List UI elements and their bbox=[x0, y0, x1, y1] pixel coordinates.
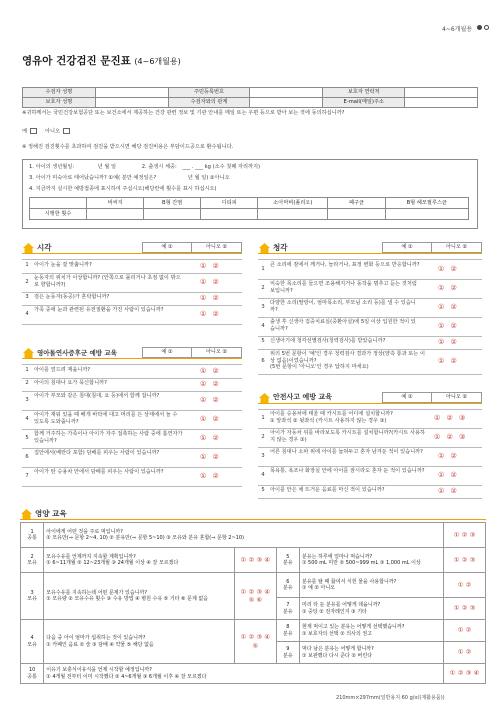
vacc-count-polio[interactable] bbox=[258, 209, 328, 220]
nut-q5: 분유는 하루에 얼마나 먹습니까? ① 500 mL 미만 ② 500~999 mL ③ 1,000 mL 이상 bbox=[299, 548, 443, 573]
nut-q8-answer[interactable]: ① ② bbox=[444, 620, 486, 642]
vacc-header-pneumo: 폐구균 bbox=[328, 198, 385, 209]
birthdate-label: 1. 아이의 생년월일: bbox=[29, 164, 75, 170]
personal-info-table bbox=[22, 87, 478, 108]
sids-q4-answer[interactable]: ① ② bbox=[200, 415, 221, 423]
safety-q1: 1 아이를 승용차에 태울 때 카시트를 어디에 설치합니까? ① 앞좌석 ② 뒷좌석 (카시트 사용하지 않는 경우 ③) ① ② ③ bbox=[261, 411, 468, 424]
consent-no-checkbox[interactable] bbox=[63, 128, 70, 134]
answer-key-no: 아니오 ② bbox=[445, 244, 468, 251]
birth-weight-unit: kg (소수 첫째 자리까지) bbox=[204, 164, 261, 170]
label-examinee-name: 수검자 성명 bbox=[23, 88, 96, 98]
vision-q4: 4 가족 중에 눈과 관련된 유전질환을 가진 사람이 있습니까? ① ② bbox=[25, 307, 221, 318]
nut-q4-answer[interactable]: ① ② ③ ④ ⑤ bbox=[234, 620, 276, 664]
sids-q4: 4 아이가 재워 있을 때 베개 바닥에 대고 머리를 든 상태에서 놀 수 있도록 도와줍니까? ① ② bbox=[25, 412, 221, 425]
email-field[interactable] bbox=[405, 98, 478, 108]
sids-q2: 2 아이의 침대나 요가 푹신합니까? ① ② bbox=[25, 380, 221, 388]
nut-q10-num: 10 공통 bbox=[21, 664, 44, 684]
nut-q6-num: 6 분유 bbox=[276, 573, 299, 598]
label-guardian-contact: 보호자 연락처 bbox=[323, 88, 405, 98]
premature-line bbox=[29, 175, 230, 182]
consent-options bbox=[22, 128, 73, 135]
hearing-q2: 2 익숙한 목소리를 들으면 조용해지거나 동작을 멈추고 듣는 것처럼 보입니까? ① ② bbox=[261, 281, 459, 294]
vacc-header-hepb: B형 간염 bbox=[144, 198, 201, 209]
nut-q7: 미리 타 둔 분유를 어떻게 데웁니까? ① 중탕 ② 전자레인지 ③ 기타 bbox=[299, 598, 443, 620]
vacc-count-hib[interactable] bbox=[385, 209, 468, 220]
dot-filled-icon bbox=[477, 25, 482, 30]
nut-q8: 현재 먹이고 있는 분유는 어떻게 선택했습니까? ① 보호자의 선택 ② 의사의 권고 bbox=[299, 620, 443, 642]
sids-q3: 3 아이가 부모와 같은 침대(침대, 요 등)에서 함께 잡니까? ① ② bbox=[25, 393, 221, 404]
vaccination-table bbox=[29, 197, 469, 220]
hearing-q3-answer[interactable]: ① ② bbox=[438, 303, 459, 311]
sids-answer-key bbox=[142, 347, 242, 358]
house-icon bbox=[258, 242, 271, 254]
safety-section bbox=[258, 392, 482, 495]
sids-q7-answer[interactable]: ① ② bbox=[200, 472, 221, 480]
vision-q3: 3 검은 눈동자(동공)가 혼탁합니까? ① ② bbox=[25, 294, 221, 302]
consent-no-label: 아니오 bbox=[44, 128, 61, 135]
sids-q1-answer[interactable]: ① ② bbox=[200, 367, 221, 375]
sids-q6-answer[interactable]: ① ② bbox=[200, 453, 221, 461]
vacc-header-bcg: 비씨지 bbox=[87, 198, 144, 209]
title-sub: (4~6개월용) bbox=[134, 57, 181, 66]
vacc-header-dtp: 디티피 bbox=[201, 198, 258, 209]
nut-q7-answer[interactable]: ① ② ③ bbox=[444, 598, 486, 620]
vision-section bbox=[22, 242, 242, 318]
sids-q7: 7 아이가 탄 승용차 안에서 담배를 피우는 사람이 있습니까? ① ② bbox=[25, 469, 221, 480]
house-icon bbox=[258, 392, 271, 404]
birth-weight-label: 2. 출생시 체중: bbox=[141, 164, 177, 170]
page-dots bbox=[477, 25, 493, 33]
nut-q3-num: 3 모유 bbox=[21, 573, 44, 620]
label-resident-number: 주민등록번호 bbox=[168, 88, 250, 98]
nut-q1: 아이에게 어떤 것을 주로 먹입니까? ① 모유만(⇒ 문항 2~4, 10) ② 분유만(⇒ 문항 5~10) ③ 모유와 분유 혼합(⇒ 문항 2~10) bbox=[44, 523, 444, 548]
nut-q4-num: 4 모유 bbox=[21, 620, 44, 664]
safety-q5: 5 아이를 안은 채 뜨거운 음료를 마신 적이 있습니까? ① ② bbox=[261, 487, 459, 495]
nut-q6: 분유를 탈 때 끓여서 식힌 물을 사용합니까? ① 예 ② 아니오 bbox=[299, 573, 443, 598]
birthdate-field[interactable]: 년 월 일 bbox=[97, 164, 117, 170]
hearing-q4-answer[interactable]: ① ② bbox=[438, 322, 459, 330]
consent-yes-checkbox[interactable] bbox=[30, 128, 37, 134]
vision-q1-answer[interactable]: ① ② bbox=[200, 262, 221, 270]
form-age-label: 4~6개월용 bbox=[442, 26, 473, 33]
sids-section bbox=[22, 347, 242, 480]
hearing-q1: 1 큰 소리에 잠에서 깨거나, 놀라거나, 표정 변화 등으로 반응합니까? ① ② bbox=[261, 262, 459, 273]
vacc-count-bcg[interactable] bbox=[87, 209, 144, 220]
due-date-field[interactable]: 년 월 일) ②아니오 bbox=[187, 175, 230, 181]
hearing-answer-key bbox=[382, 242, 482, 253]
resident-number-field[interactable] bbox=[250, 88, 323, 98]
sids-header bbox=[22, 347, 242, 359]
answer-key-yes: 예 ① bbox=[143, 243, 192, 252]
basic-info-box bbox=[22, 159, 478, 229]
nut-q10: 이유기 보충식이유식을 언제 시작할 예정입니까? ① 4개월 전부터 이미 시작했다 ② 4~6개월 ③ 6개월 이후 ④ 잘 모르겠다 bbox=[44, 664, 444, 684]
nutrition-table bbox=[20, 522, 486, 684]
vacc-row-label: 시행한 횟수 bbox=[30, 209, 87, 220]
label-guardian-name: 보호자 성명 bbox=[23, 98, 96, 108]
vacc-count-hepb[interactable] bbox=[144, 209, 201, 220]
nut-q5-num: 5 분유 bbox=[276, 548, 299, 573]
safety-answer-key bbox=[382, 392, 482, 403]
page-title bbox=[22, 55, 181, 68]
title-main: 영유아 건강검진 문진표 bbox=[22, 55, 131, 67]
exam-note: ※ 정해진 검진횟수를 초과하여 검진을 받으시면 해당 검진비용은 부담이드공으로 환수됩니다. bbox=[22, 144, 234, 150]
birth-weight-line: 1. 아이의 생년월일: 년 월 일 2. 출생시 체중: ___ . ___ kg (소수 첫째 자리까지) bbox=[29, 164, 261, 170]
vision-answer-key bbox=[142, 242, 242, 253]
label-relationship: 수검자와의 관계 bbox=[168, 98, 250, 108]
vision-q3-answer[interactable]: ① ② bbox=[200, 294, 221, 302]
safety-q4: 4 목욕통, 욕조나 화장실 안에 아이를 잠시라도 혼자 둔 적이 있습니까? ① ② bbox=[261, 468, 459, 479]
sids-q1: 1 아이를 엎드려 재웁니까? ① ② bbox=[25, 367, 221, 375]
hearing-title: 청각 bbox=[273, 243, 288, 252]
vision-q2: 2 눈동자의 위치가 이상합니까? (안쪽으로 몰리거나 초점 없이 밖으로 향합니까?) ① ② bbox=[25, 275, 221, 288]
sids-q6: 6 집안에서(베란다 포함) 담배를 피우는 사람이 있습니까? ① ② bbox=[25, 450, 221, 461]
vacc-count-pneumo[interactable] bbox=[328, 209, 385, 220]
sids-q2-answer[interactable]: ① ② bbox=[200, 380, 221, 388]
nut-q2-answer[interactable]: ① ② ③ ④ bbox=[234, 548, 276, 573]
vacc-header-blank bbox=[30, 198, 87, 209]
vacc-header-hib: B형 헤모필루스균 bbox=[385, 198, 468, 209]
hearing-header bbox=[258, 242, 482, 254]
safety-q3-answer[interactable]: ① ② bbox=[438, 452, 459, 460]
nut-q7-num: 7 분유 bbox=[276, 598, 299, 620]
hearing-section bbox=[258, 242, 482, 370]
nutrition-section bbox=[20, 508, 486, 520]
nut-q1-answer[interactable]: ① ② ③ bbox=[444, 523, 486, 548]
answer-key-no: 아니오 ② bbox=[445, 394, 468, 401]
vision-title: 시각 bbox=[37, 243, 52, 252]
safety-q1-answer[interactable]: ① ② ③ bbox=[434, 414, 468, 422]
nut-q1-num: 1 공통 bbox=[21, 523, 44, 548]
hearing-q1-answer[interactable]: ① ② bbox=[438, 265, 459, 273]
answer-key-yes: 예 ① bbox=[383, 393, 432, 402]
nutrition-header bbox=[20, 508, 486, 520]
nut-q10-answer[interactable]: ① ② ③ ④ bbox=[444, 664, 486, 684]
vision-q2-answer[interactable]: ① ② bbox=[200, 278, 221, 286]
nutrition-title: 영양 교육 bbox=[35, 509, 67, 518]
hearing-q2-answer[interactable]: ① ② bbox=[438, 284, 459, 292]
vacc-count-dtp[interactable] bbox=[201, 209, 258, 220]
safety-header bbox=[258, 392, 482, 404]
nut-q9-num: 9 분유 bbox=[276, 642, 299, 664]
hearing-q6: 6 위의 5번 문항이 '예'인 경우 청력검사 결과가 정상(양측 통과 또는 이상 없음)이었습니까? (5번 문항이 '아니오'인 경우 답하지 마세요) ① ② bbox=[261, 351, 459, 370]
hearing-q3: 3 다양한 소리(딸랑이, 엄마목소리, 부모님 소리 등)를 낼 수 있습니까? ① ② bbox=[261, 300, 459, 313]
answer-key-no: 아니오 ② bbox=[205, 349, 228, 356]
safety-q4-answer[interactable]: ① ② bbox=[438, 471, 459, 479]
safety-title: 안전사고 예방 교육 bbox=[273, 393, 332, 401]
answer-key-no: 아니오 ② bbox=[205, 244, 228, 251]
nut-q9-answer[interactable]: ① ② bbox=[444, 642, 486, 664]
nut-q5-answer[interactable]: ① ② ③ bbox=[444, 548, 486, 573]
consent-question: ※귀하께서는 국민건강보험공단 또는 보건소에서 제공하는 건강 관련 정보 및 기관 안내를 메일 또는 우편 등으로 받아 보는 것에 동의하십니까? bbox=[22, 110, 345, 116]
nut-q8-num: 8 분유 bbox=[276, 620, 299, 642]
hearing-q4: 4 출생 후 신생아 집중치료실(중환아실)에 5일 이상 입원한 적이 있습니까? ① ② bbox=[261, 319, 459, 332]
vacc-header-polio: 소아마비(폴리오) bbox=[258, 198, 328, 209]
vision-q4-answer[interactable]: ① ② bbox=[200, 310, 221, 318]
house-icon bbox=[22, 242, 35, 254]
hearing-q5-answer[interactable]: ① ② bbox=[438, 338, 459, 346]
safety-q2: 2 아이가 자동차 뒤를 바라보도록 카시트를 설치합니까?(카시트 사용하지 않는 경우 ③) ① ② ③ bbox=[261, 430, 468, 443]
safety-q5-answer[interactable]: ① ② bbox=[438, 487, 459, 495]
safety-q2-answer[interactable]: ① ② ③ bbox=[434, 433, 468, 441]
hearing-q6-answer[interactable]: ① ② bbox=[438, 357, 459, 365]
answer-key-yes: 예 ① bbox=[383, 243, 432, 252]
nut-q2-num: 2 모유 bbox=[21, 548, 44, 573]
nut-q3-answer[interactable]: ① ② ③ ④ ⑤ ⑥ bbox=[234, 573, 276, 620]
answer-key-yes: 예 ① bbox=[143, 348, 192, 357]
house-icon bbox=[22, 347, 35, 359]
hearing-q5: 5 신생아기에 청각선별검사(청력검사)를 받았습니까? ① ② bbox=[261, 338, 459, 346]
guardian-name-field[interactable] bbox=[95, 98, 168, 108]
nut-q3: 모유수유를 지속하는데 어떤 문제가 있습니까? ① 모유량 ② 모유수유 횟수 ③ 수유 방법 ④ 병원 수유 ⑤ 기타 ⑥ 문제 없음 bbox=[44, 573, 235, 620]
house-icon bbox=[20, 508, 33, 520]
vision-header bbox=[22, 242, 242, 254]
dot-empty-icon bbox=[484, 25, 489, 30]
nut-q6-answer[interactable]: ① ② bbox=[444, 573, 486, 598]
nut-q2: 모유수유를 언제까지 지속할 계획입니까? ① 6~11개월 ② 12~23개월 ③ 24개월 이상 ④ 잘 모르겠다 bbox=[44, 548, 235, 573]
safety-q3: 3 어른 침대나 소파 위에 아이를 눕혀두고 혼자 남겨둔 적이 있습니까? ① ② bbox=[261, 449, 459, 460]
sids-q5-answer[interactable]: ① ② bbox=[200, 434, 221, 442]
sids-q3-answer[interactable]: ① ② bbox=[200, 396, 221, 404]
premature-question: 3. 아이가 미숙아로 태어났습니까? ①예( 분만 예정일은? bbox=[29, 175, 157, 181]
vaccination-instruction: 4. 지금까지 실시한 예방접종에 표시하여 주십시오(해당란에 횟수를 표시 하십시오) bbox=[29, 186, 217, 192]
guardian-contact-field[interactable] bbox=[405, 88, 478, 98]
nut-q4: 다음 중 아이 엄마가 섭취하는 것이 있습니까? ① 카페인 음료 ② 술 ③ 담배 ④ 약물 ⑤ 해당 없음 bbox=[44, 620, 235, 664]
label-email: E-mail(메일)주소 bbox=[323, 98, 405, 108]
examinee-name-field[interactable] bbox=[95, 88, 168, 98]
relationship-field[interactable] bbox=[250, 98, 323, 108]
vision-q1: 1 아이가 눈을 잘 맞춥니까? ① ② bbox=[25, 262, 221, 270]
sids-q5: 5 함께 거주하는 가족이나 아이가 자주 접촉하는 사람 중에 흡연자가 있습니까? ① ② bbox=[25, 431, 221, 444]
paper-size-footer: 210mm×297mm(일반용지 60 g/㎡(재활용품)) bbox=[336, 695, 445, 701]
sids-title: 영아돌연사증후군 예방 교육 bbox=[37, 349, 117, 357]
nut-q9: 먹다 남은 분유는 어떻게 합니까? ① 보관했다 다시 준다 ② 버린다 bbox=[299, 642, 443, 664]
consent-yes-label: 예 bbox=[22, 128, 28, 135]
